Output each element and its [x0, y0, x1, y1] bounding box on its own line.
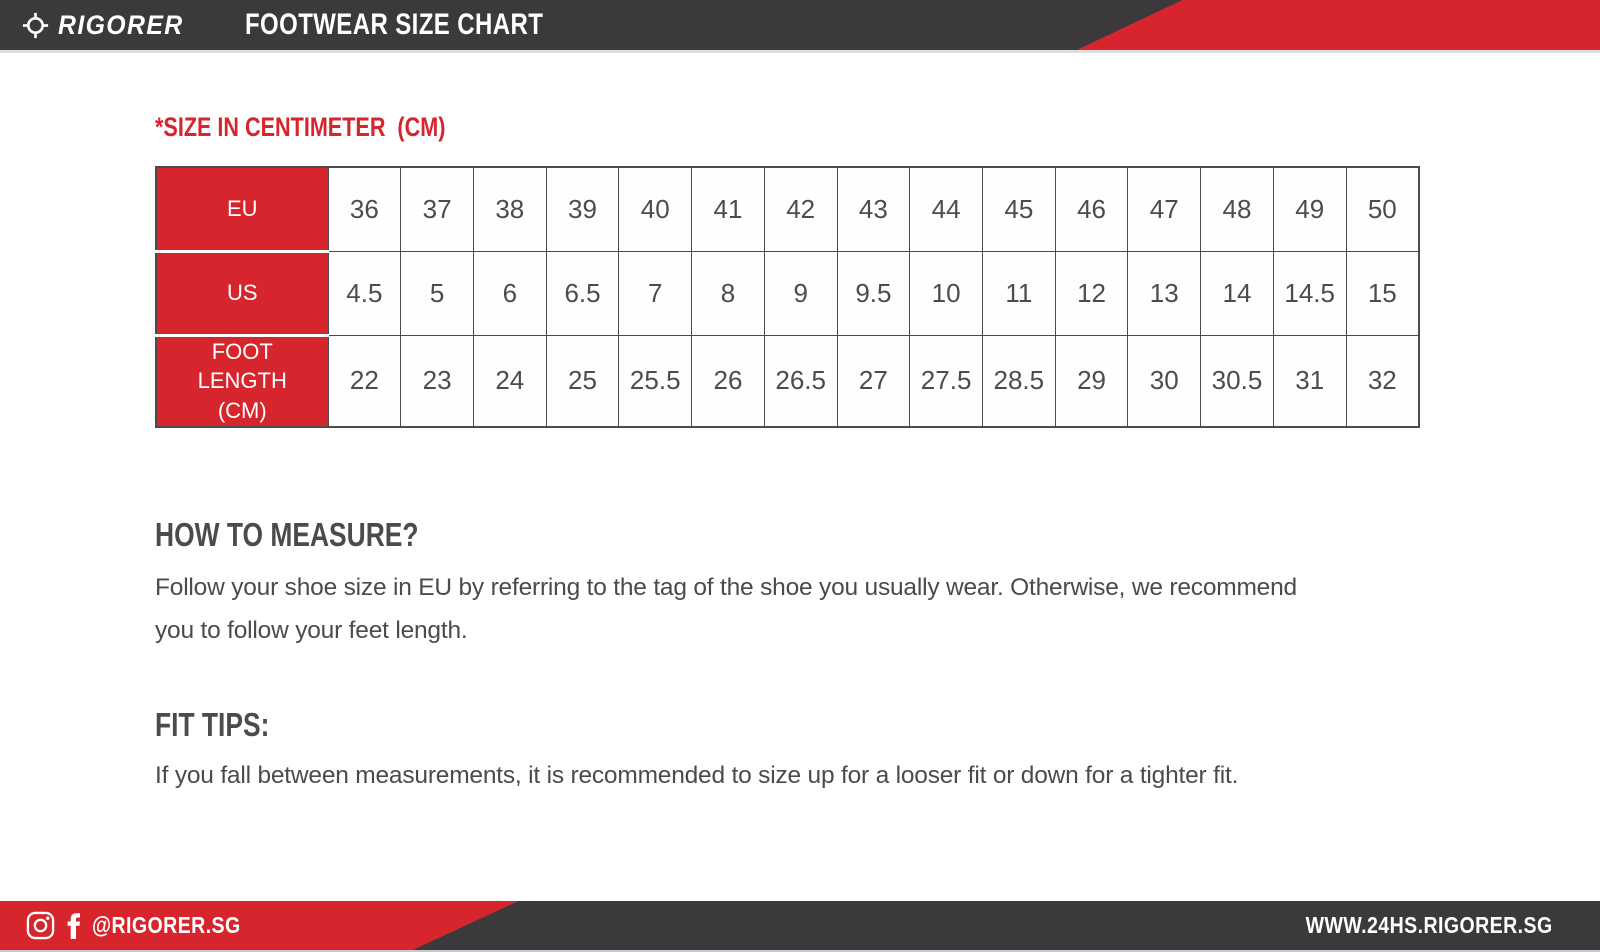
- size-cell: 5: [401, 251, 474, 335]
- size-cell: 15: [1346, 251, 1419, 335]
- brand-logo: [22, 10, 195, 41]
- size-cell: 42: [764, 167, 837, 251]
- size-cell: 36: [328, 167, 401, 251]
- size-cell: 48: [1201, 167, 1274, 251]
- size-cell: 4.5: [328, 251, 401, 335]
- table-body: [156, 167, 1419, 427]
- size-cell: 45: [982, 167, 1055, 251]
- footer-social: [26, 901, 267, 950]
- size-cell: 27.5: [910, 335, 983, 427]
- size-cell: 25: [546, 335, 619, 427]
- size-cell: 29: [1055, 335, 1128, 427]
- how-to-measure-text: Follow your shoe size in EU by referring to the tag of the shoe you usually wear. Otherwise, we recommend you to follow your feet length.: [155, 574, 1297, 644]
- row-label: US: [156, 251, 328, 335]
- social-handle[interactable]: @RIGORER.SG: [92, 912, 241, 938]
- fit-tips-heading: FIT TIPS:: [155, 706, 270, 743]
- size-cell: 46: [1055, 167, 1128, 251]
- size-cell: 50: [1346, 167, 1419, 251]
- size-cell: 8: [692, 251, 765, 335]
- size-cell: 27: [837, 335, 910, 427]
- size-cell: 40: [619, 167, 692, 251]
- table-row: [156, 251, 1419, 335]
- size-cell: 31: [1273, 335, 1346, 427]
- size-cell: 41: [692, 167, 765, 251]
- size-cell: 25.5: [619, 335, 692, 427]
- how-to-measure-heading: HOW TO MEASURE?: [155, 516, 419, 553]
- size-cell: 14: [1201, 251, 1274, 335]
- size-cell: 38: [473, 167, 546, 251]
- size-cell: 37: [401, 167, 474, 251]
- size-cell: 11: [982, 251, 1055, 335]
- size-cell: 26: [692, 335, 765, 427]
- size-cell: 39: [546, 167, 619, 251]
- footer-website: [1262, 901, 1553, 950]
- size-cell: 22: [328, 335, 401, 427]
- crosshair-icon: [22, 12, 49, 39]
- footer-bar: [0, 901, 1600, 950]
- size-cell: 9.5: [837, 251, 910, 335]
- size-cell: 6: [473, 251, 546, 335]
- header-red-accent: [0, 0, 1600, 50]
- row-label: EU: [156, 167, 328, 251]
- size-cell: 10: [910, 251, 983, 335]
- fit-tips-text: If you fall between measurements, it is recommended to size up for a looser fit or down for a tighter fit.: [155, 762, 1239, 789]
- size-cell: 24: [473, 335, 546, 427]
- size-cell: 28.5: [982, 335, 1055, 427]
- facebook-icon[interactable]: [66, 912, 81, 940]
- header-divider: [0, 50, 1600, 53]
- size-cell: 12: [1055, 251, 1128, 335]
- size-cell: 9: [764, 251, 837, 335]
- table-row: [156, 167, 1419, 251]
- brand-name: RIGORER: [58, 9, 184, 40]
- size-cell: 14.5: [1273, 251, 1346, 335]
- size-cell: 49: [1273, 167, 1346, 251]
- size-chart-table: [155, 166, 1420, 428]
- size-cell: 13: [1128, 251, 1201, 335]
- size-cell: 43: [837, 167, 910, 251]
- size-cell: 30: [1128, 335, 1201, 427]
- size-cell: 26.5: [764, 335, 837, 427]
- size-cell: 47: [1128, 167, 1201, 251]
- size-cell: 32: [1346, 335, 1419, 427]
- website-url[interactable]: WWW.24HS.RIGORER.SG: [1305, 912, 1553, 938]
- size-cell: 23: [401, 335, 474, 427]
- instagram-icon[interactable]: [26, 911, 55, 940]
- table-row: [156, 335, 1419, 427]
- size-cell: 44: [910, 167, 983, 251]
- page-title: FOOTWEAR SIZE CHART: [244, 8, 543, 41]
- size-cell: 30.5: [1201, 335, 1274, 427]
- row-label: FOOT LENGTH (CM): [156, 335, 328, 427]
- top-bar: [0, 0, 1600, 50]
- size-cell: 6.5: [546, 251, 619, 335]
- size-cell: 7: [619, 251, 692, 335]
- size-unit-note: *SIZE IN CENTIMETER (CM): [155, 112, 446, 142]
